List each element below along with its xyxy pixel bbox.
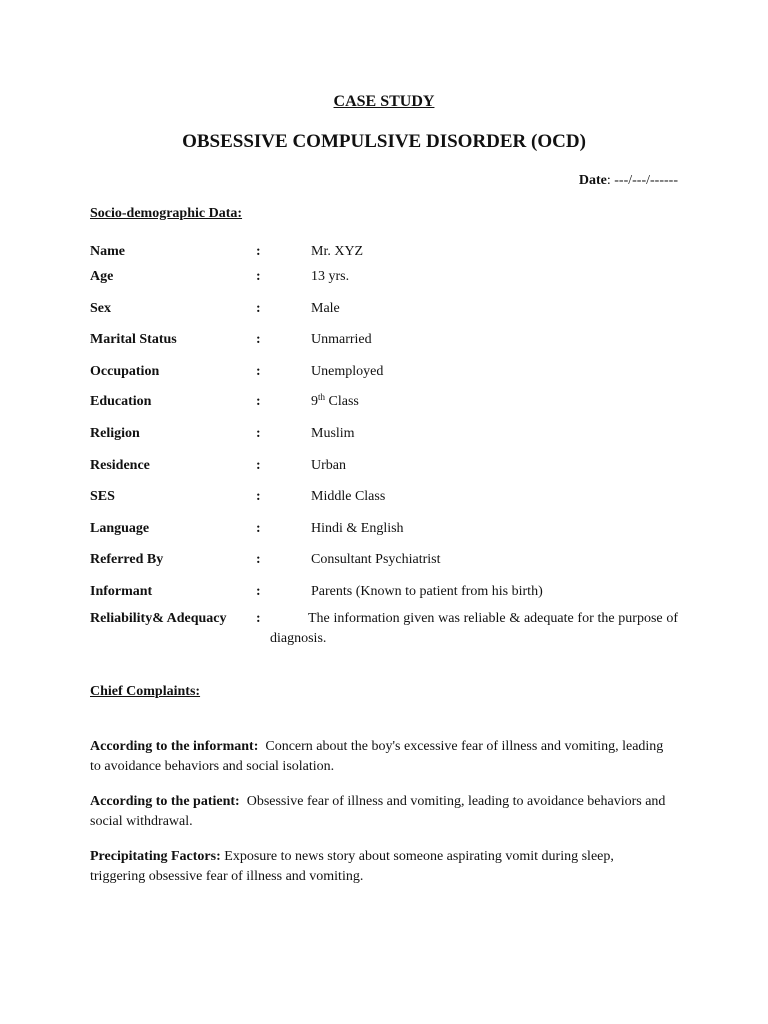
- document-subtitle: OBSESSIVE COMPULSIVE DISORDER (OCD): [182, 131, 586, 152]
- field-value: Hindi & English: [311, 521, 404, 536]
- field-colon: :: [256, 426, 261, 441]
- field-row-referred-by: [90, 552, 678, 572]
- field-colon: :: [256, 364, 261, 379]
- field-label: Informant: [90, 584, 153, 599]
- chief-complaints-heading: Chief Complaints:: [90, 684, 201, 699]
- field-row-occupation: [90, 364, 678, 384]
- field-row-ses: [90, 489, 678, 509]
- precipitating-factors-text: Exposure to news story about someone aspirating vomit during sleep, triggering obsessive fear of illness and vomiting.: [90, 849, 614, 884]
- date-label: Date: [578, 173, 607, 188]
- field-row-education: [90, 394, 678, 414]
- field-row-religion: [90, 426, 678, 446]
- field-label: Religion: [90, 426, 140, 441]
- patient-complaint-paragraph: [90, 792, 668, 832]
- field-label: Name: [90, 244, 125, 259]
- document-title: CASE STUDY: [333, 93, 435, 110]
- field-label: SES: [90, 489, 115, 504]
- field-label: Sex: [90, 301, 111, 316]
- field-colon: :: [256, 394, 261, 409]
- field-label: Occupation: [90, 364, 160, 379]
- informant-complaint-text: Concern about the boy's excessive fear of illness and vomiting, leading to avoidance behaviors and social isolation.: [90, 739, 664, 774]
- field-colon: :: [256, 611, 261, 626]
- precipitating-factors-paragraph: [90, 847, 668, 887]
- patient-complaint-label: According to the patient:: [90, 794, 240, 809]
- field-value: Parents (Known to patient from his birth): [311, 584, 543, 599]
- informant-complaint-paragraph: [90, 737, 668, 777]
- field-row-sex: [90, 301, 678, 321]
- field-colon: :: [256, 521, 261, 536]
- field-colon: :: [256, 489, 261, 504]
- date-line: [579, 173, 678, 189]
- field-label: Marital Status: [90, 332, 177, 347]
- field-row-residence: [90, 458, 678, 478]
- field-colon: :: [256, 584, 261, 599]
- field-value: Unmarried: [311, 332, 372, 347]
- date-value: : ---/---/------: [606, 173, 678, 188]
- field-colon: :: [256, 269, 261, 284]
- field-value: [311, 394, 359, 410]
- precipitating-factors-label: Precipitating Factors:: [90, 849, 221, 864]
- field-value: Middle Class: [311, 489, 386, 504]
- field-value: Male: [311, 301, 340, 316]
- field-colon: :: [256, 332, 261, 347]
- field-colon: :: [256, 552, 261, 567]
- socio-demographic-heading: Socio-demographic Data:: [90, 206, 243, 221]
- field-label: Residence: [90, 458, 150, 473]
- field-colon: :: [256, 301, 261, 316]
- informant-complaint-label: According to the informant:: [90, 739, 259, 754]
- field-row-name: [90, 244, 678, 264]
- field-row-informant: [90, 584, 678, 604]
- field-label: Education: [90, 394, 152, 409]
- field-row-marital-status: [90, 332, 678, 352]
- field-colon: :: [256, 458, 261, 473]
- field-label: Referred By: [90, 552, 164, 567]
- field-value: Muslim: [311, 426, 355, 441]
- education-ordinal-suffix: th: [318, 392, 326, 402]
- field-label: Reliability& Adequacy: [90, 611, 227, 626]
- field-row-language: [90, 521, 678, 541]
- field-value: Mr. XYZ: [311, 244, 364, 259]
- field-value: The information given was reliable & adequate for the purpose of diagnosis.: [270, 611, 678, 646]
- education-number: 9: [311, 394, 318, 409]
- field-label: Language: [90, 521, 150, 536]
- field-value: Consultant Psychiatrist: [311, 552, 441, 567]
- field-colon: :: [256, 244, 261, 259]
- education-suffix: Class: [325, 394, 359, 409]
- field-value: 13 yrs.: [311, 269, 350, 284]
- field-value: Unemployed: [311, 364, 384, 379]
- field-row-age: [90, 269, 678, 289]
- field-label: Age: [90, 269, 114, 284]
- patient-complaint-text: Obsessive fear of illness and vomiting, leading to avoidance behaviors and social withdrawal.: [90, 794, 666, 829]
- field-value: Urban: [311, 458, 346, 473]
